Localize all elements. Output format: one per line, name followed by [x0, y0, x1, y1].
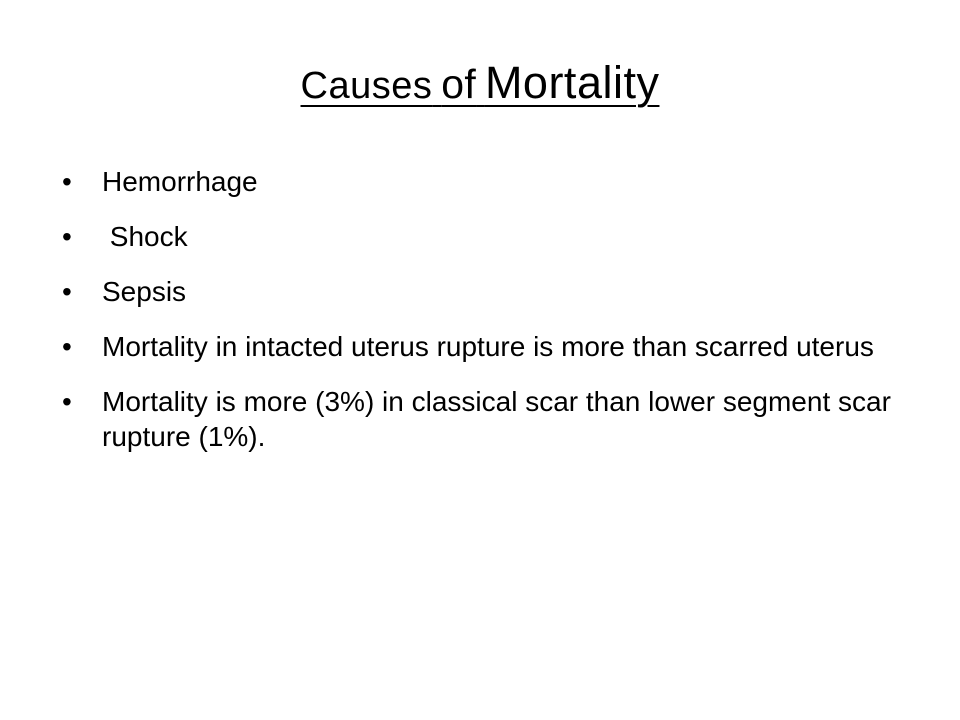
bullet-dot-icon: • — [62, 331, 72, 362]
bullet-dot-icon: • — [62, 276, 72, 307]
bullet-dot-icon: • — [62, 166, 72, 197]
bullet-text: Sepsis — [102, 276, 187, 307]
slide-title — [300, 57, 660, 108]
bullet-item-hemorrhage — [62, 164, 922, 199]
title-word-of: of — [441, 61, 477, 107]
bullet-item-sepsis — [62, 274, 922, 309]
title-word-mortality: Mortality — [484, 57, 660, 108]
slide-title-container — [0, 57, 960, 108]
bullet-text: Mortality in intacted uterus rupture is more than scarred uterus — [102, 331, 874, 362]
bullet-list — [62, 164, 922, 474]
title-word-causes: Causes — [300, 65, 433, 107]
bullet-item-classical-vs-lower-segment — [62, 384, 922, 454]
bullet-dot-icon: • — [62, 386, 72, 417]
bullet-text: Shock — [102, 221, 188, 252]
bullet-text: Hemorrhage — [102, 166, 258, 197]
bullet-item-shock — [62, 219, 922, 254]
bullet-text: Mortality is more (3%) in classical scar than lower segment scar rupture (1%). — [102, 386, 899, 452]
bullet-dot-icon: • — [62, 221, 72, 252]
bullet-item-intact-vs-scarred — [62, 329, 922, 364]
